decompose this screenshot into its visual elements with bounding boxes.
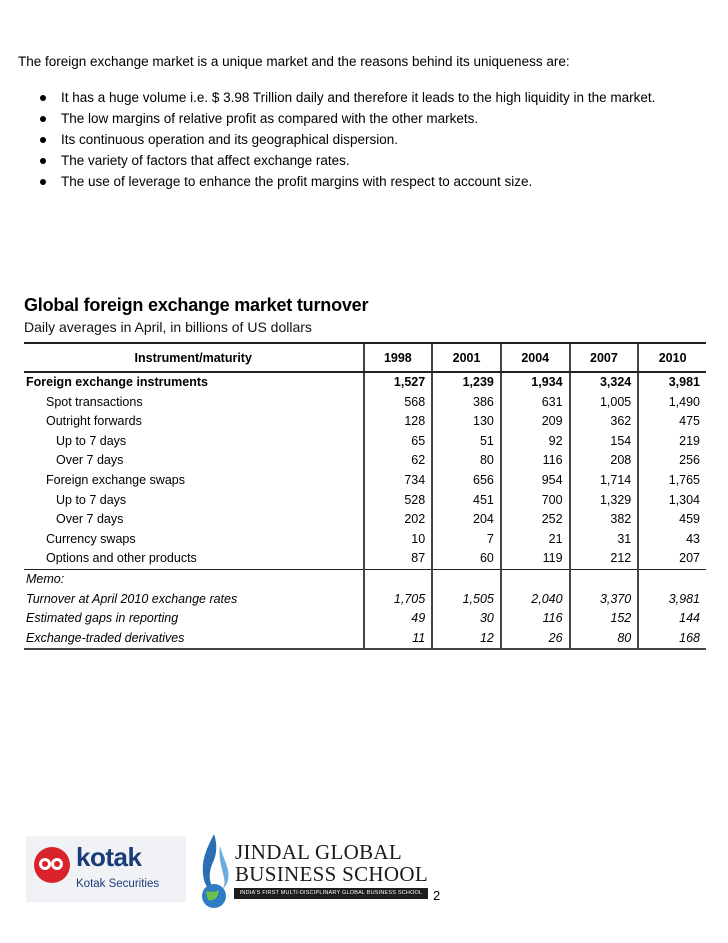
table-row [24, 629, 706, 650]
table-cell: 734 [364, 471, 433, 491]
list-item: The use of leverage to enhance the profit margins with respect to account size. [38, 172, 718, 191]
table-cell: 21 [501, 530, 570, 550]
kotak-subtitle: Kotak Securities [76, 878, 160, 890]
row-label: Currency swaps [46, 531, 136, 546]
table-cell: 1,490 [638, 393, 706, 413]
flame-globe-icon [196, 832, 232, 912]
list-item: The low margins of relative profit as compared with the other markets. [38, 109, 718, 128]
row-label: Estimated gaps in reporting [26, 611, 179, 626]
table-cell: 656 [432, 471, 501, 491]
table-cell: 954 [501, 471, 570, 491]
table-cell: 459 [638, 510, 706, 530]
table-cell: 12 [432, 629, 501, 650]
table-cell: 31 [570, 530, 639, 550]
table-cell: 1,705 [364, 590, 433, 610]
table-cell: 252 [501, 510, 570, 530]
row-label: Turnover at April 2010 exchange rates [26, 591, 238, 606]
table-cell: 10 [364, 530, 433, 550]
table-cell: 1,239 [432, 372, 501, 393]
table-title: Global foreign exchange market turnover [24, 295, 369, 315]
jindal-name-line2: BUSINESS SCHOOL [235, 862, 428, 886]
table-cell: 3,981 [638, 372, 706, 393]
table-cell: 80 [570, 629, 639, 650]
table-cell: 1,714 [570, 471, 639, 491]
table-cell: 2,040 [501, 590, 570, 610]
table-cell: 386 [432, 393, 501, 413]
table-cell [570, 569, 639, 589]
table-cell: 3,324 [570, 372, 639, 393]
table-cell: 26 [501, 629, 570, 650]
table-row [24, 510, 706, 530]
table-cell [364, 569, 433, 589]
header-year: 2001 [432, 343, 501, 372]
table-cell: 204 [432, 510, 501, 530]
table-cell: 1,765 [638, 471, 706, 491]
table-cell: 631 [501, 393, 570, 413]
table-cell: 1,934 [501, 372, 570, 393]
table-cell: 43 [638, 530, 706, 550]
row-label: Exchange-traded derivatives [24, 629, 364, 650]
table-row [24, 491, 706, 511]
table-cell: 49 [364, 609, 433, 629]
table-row [24, 412, 706, 432]
table-cell: 168 [638, 629, 706, 650]
bullet-icon [40, 158, 46, 164]
table-cell: 30 [432, 609, 501, 629]
row-label: Up to 7 days [56, 492, 127, 507]
table-cell: 128 [364, 412, 433, 432]
table-cell: 51 [432, 432, 501, 452]
table-cell: 528 [364, 491, 433, 511]
bullet-icon [40, 95, 46, 101]
list-item: It has a huge volume i.e. $ 3.98 Trillion daily and therefore it leads to the high liquidity in the market. [38, 88, 718, 107]
table-row [24, 590, 706, 610]
table-cell: 382 [570, 510, 639, 530]
row-label: Over 7 days [56, 453, 124, 468]
page-number: 2 [433, 888, 441, 903]
table-row [24, 451, 706, 471]
header-year: 2010 [638, 343, 706, 372]
table-cell: 11 [364, 629, 433, 650]
table-cell: 1,005 [570, 393, 639, 413]
row-label: Foreign exchange swaps [46, 472, 185, 487]
table-header-row [24, 343, 706, 372]
table-cell [432, 569, 501, 589]
row-label: Spot transactions [46, 394, 143, 409]
table-cell: 3,981 [638, 590, 706, 610]
table-cell: 256 [638, 451, 706, 471]
jindal-name-line1: JINDAL GLOBAL [235, 840, 403, 864]
table-cell [501, 569, 570, 589]
table-cell: 116 [501, 451, 570, 471]
table-cell: 152 [570, 609, 639, 629]
bullet-icon [40, 137, 46, 143]
table-cell: 568 [364, 393, 433, 413]
table-row [24, 609, 706, 629]
table-cell: 219 [638, 432, 706, 452]
table-row [24, 471, 706, 491]
header-year: 1998 [364, 343, 433, 372]
intro-paragraph: The foreign exchange market is a unique market and the reasons behind its uniqueness are: [18, 54, 570, 69]
table-cell: 144 [638, 609, 706, 629]
table-cell: 80 [432, 451, 501, 471]
table-cell: 209 [501, 412, 570, 432]
table-cell: 130 [432, 412, 501, 432]
table-cell: 92 [501, 432, 570, 452]
table-cell: 116 [501, 609, 570, 629]
kotak-logo [26, 836, 186, 902]
table-cell: 212 [570, 549, 639, 569]
bullet-icon [40, 116, 46, 122]
row-label: Foreign exchange instruments [26, 375, 208, 389]
kotak-symbol-icon [34, 847, 70, 883]
table-cell: 202 [364, 510, 433, 530]
table-body [24, 372, 706, 649]
table-cell: 208 [570, 451, 639, 471]
jindal-tagline: INDIA'S FIRST MULTI-DISCIPLINARY GLOBAL BUSINESS SCHOOL [234, 888, 428, 899]
table-cell: 87 [364, 549, 433, 569]
bullet-icon [40, 179, 46, 185]
memo-label: Memo: [24, 569, 364, 589]
table-cell: 119 [501, 549, 570, 569]
table-row [24, 432, 706, 452]
table-cell: 62 [364, 451, 433, 471]
header-year: 2004 [501, 343, 570, 372]
table-cell: 1,527 [364, 372, 433, 393]
header-year: 2007 [570, 343, 639, 372]
table-row [24, 530, 706, 550]
row-label: Options and other products [46, 551, 197, 566]
table-cell: 65 [364, 432, 433, 452]
table-cell: 700 [501, 491, 570, 511]
turnover-table-figure [24, 294, 706, 650]
table-cell: 60 [432, 549, 501, 569]
list-item: Its continuous operation and its geographical dispersion. [38, 130, 718, 149]
table-row [24, 372, 706, 393]
table-subtitle: Daily averages in April, in billions of US dollars [24, 319, 312, 335]
table-row [24, 393, 706, 413]
list-item: The variety of factors that affect exchange rates. [38, 151, 718, 170]
table-cell: 1,304 [638, 491, 706, 511]
table-cell [638, 569, 706, 589]
table-cell: 3,370 [570, 590, 639, 610]
table-cell: 362 [570, 412, 639, 432]
row-label: Outright forwards [46, 414, 142, 429]
header-instrument: Instrument/maturity [24, 343, 364, 372]
row-label: Over 7 days [56, 512, 124, 527]
table-cell: 451 [432, 491, 501, 511]
jindal-logo [196, 832, 456, 912]
table-row [24, 549, 706, 569]
turnover-table [24, 342, 706, 650]
table-cell: 1,505 [432, 590, 501, 610]
table-cell: 7 [432, 530, 501, 550]
memo-row [24, 569, 706, 589]
table-cell: 207 [638, 549, 706, 569]
kotak-wordmark: kotak [76, 842, 142, 872]
table-cell: 1,329 [570, 491, 639, 511]
row-label: Up to 7 days [56, 433, 127, 448]
uniqueness-list [38, 88, 718, 193]
table-cell: 154 [570, 432, 639, 452]
table-cell: 475 [638, 412, 706, 432]
